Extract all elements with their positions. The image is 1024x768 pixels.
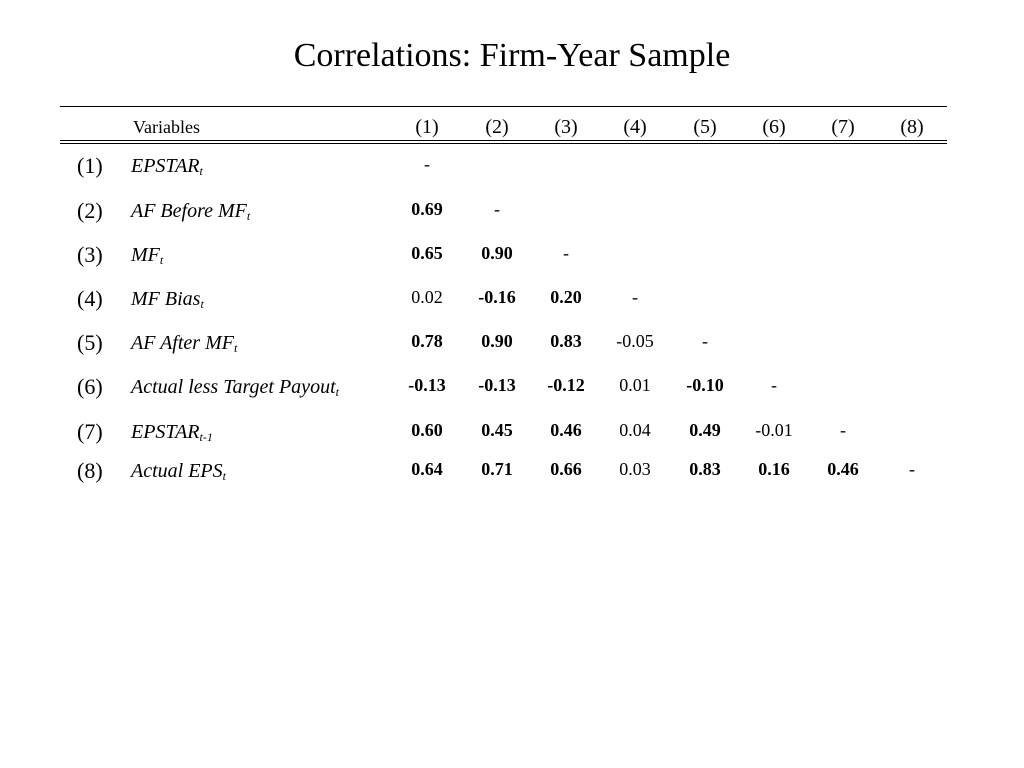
correlation-value: - (563, 243, 569, 263)
variable-name (131, 243, 163, 267)
variable-name (131, 459, 226, 483)
variable-subscript: t-1 (199, 430, 213, 444)
correlation-value: 0.65 (411, 243, 443, 263)
correlation-value: 0.01 (619, 375, 651, 395)
variable-name (131, 199, 250, 223)
correlation-value: 0.04 (619, 420, 651, 440)
variable-label: MF (131, 244, 160, 266)
slide-title: Correlations: Firm-Year Sample (293, 37, 731, 74)
variable-label: EPSTAR (131, 155, 200, 177)
variable-label: AF Before MF (131, 200, 247, 222)
correlation-value: 0.90 (481, 331, 513, 351)
variables-column-header: Variables (133, 117, 200, 137)
row-number: (4) (77, 286, 103, 311)
variable-label: AF After MF (131, 332, 234, 354)
correlation-value: 0.90 (481, 243, 513, 263)
variable-name (131, 375, 339, 399)
correlation-value: - (424, 154, 430, 174)
correlation-value: 0.45 (481, 420, 513, 440)
correlation-value: -0.10 (686, 375, 724, 395)
correlation-value: 0.66 (550, 459, 582, 479)
column-header: (3) (554, 116, 578, 138)
correlation-value: 0.83 (689, 459, 721, 479)
correlation-value: -0.13 (478, 375, 516, 395)
column-header: (5) (693, 116, 717, 138)
correlation-value: - (909, 459, 915, 479)
row-number: (1) (77, 153, 103, 178)
correlation-value: 0.60 (411, 420, 443, 440)
correlation-value: -0.12 (547, 375, 585, 395)
variable-subscript: t (222, 469, 226, 483)
row-number: (2) (77, 198, 103, 223)
column-header: (1) (415, 116, 439, 138)
correlation-value: 0.71 (481, 459, 513, 479)
correlation-value: 0.49 (689, 420, 721, 440)
variable-label: Actual EPS (131, 460, 223, 482)
table-top-rule (60, 106, 947, 107)
variable-subscript: t (199, 164, 203, 178)
correlation-value: - (840, 420, 846, 440)
row-number: (7) (77, 419, 103, 444)
column-header: (4) (623, 116, 647, 138)
correlation-value: - (494, 199, 500, 219)
correlation-value: 0.20 (550, 287, 582, 307)
correlation-value: -0.05 (616, 331, 654, 351)
correlation-value: 0.02 (411, 287, 443, 307)
correlation-value: 0.16 (758, 459, 790, 479)
column-header: (8) (900, 116, 924, 138)
row-number: (5) (77, 330, 103, 355)
variable-name (131, 331, 237, 355)
correlation-value: -0.16 (478, 287, 516, 307)
correlation-value: - (632, 287, 638, 307)
column-header: (2) (485, 116, 509, 138)
correlation-value: 0.64 (411, 459, 443, 479)
variable-name (131, 420, 213, 444)
variable-label: Actual less Target Payout (131, 376, 336, 398)
column-header: (7) (831, 116, 855, 138)
variable-subscript: t (335, 385, 339, 399)
variable-subscript: t (200, 297, 204, 311)
table-header-rule (60, 140, 947, 141)
row-number: (3) (77, 242, 103, 267)
correlation-value: 0.69 (411, 199, 443, 219)
correlation-value: 0.03 (619, 459, 651, 479)
variable-label: MF Bias (131, 288, 201, 310)
row-number: (8) (77, 458, 103, 483)
correlation-value: 0.83 (550, 331, 582, 351)
correlation-value: 0.46 (827, 459, 859, 479)
variable-subscript: t (159, 253, 164, 267)
variable-subscript: t (233, 341, 238, 355)
correlation-value: 0.46 (550, 420, 582, 440)
column-header: (6) (762, 116, 786, 138)
correlation-value: -0.01 (755, 420, 793, 440)
table-header-rule-double (60, 143, 947, 144)
variable-label: EPSTAR (131, 421, 200, 443)
variable-name (131, 287, 204, 311)
correlation-value: 0.78 (411, 331, 443, 351)
correlation-value: -0.13 (408, 375, 446, 395)
correlation-value: - (771, 375, 777, 395)
row-number: (6) (77, 374, 103, 399)
correlation-value: - (702, 331, 708, 351)
variable-subscript: t (246, 209, 251, 223)
variable-name (131, 154, 203, 178)
